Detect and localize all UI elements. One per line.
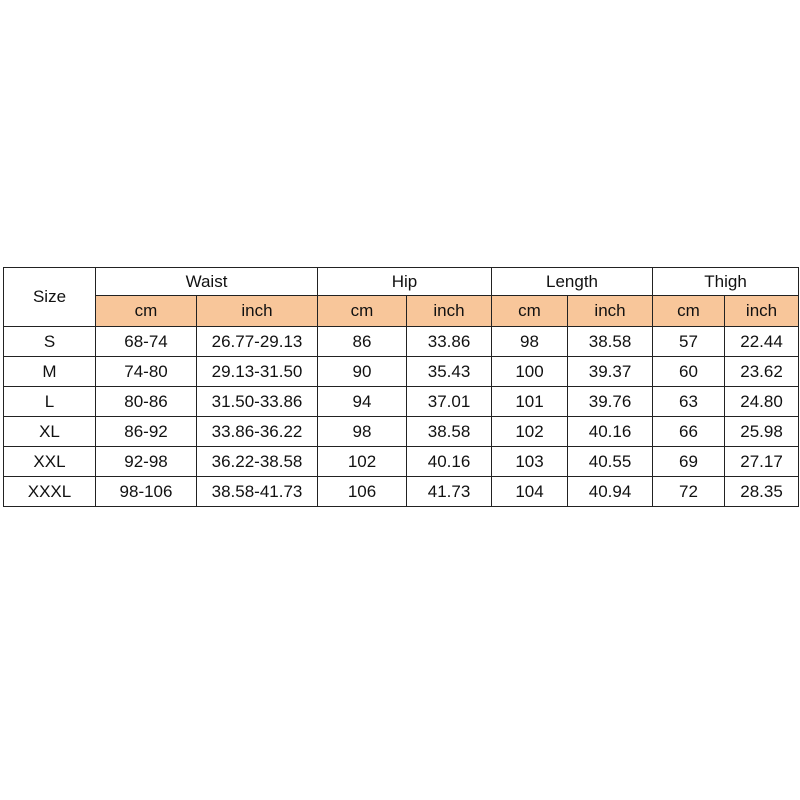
thigh-cm-cell: 63 <box>653 387 725 417</box>
hip-inch-cell: 33.86 <box>407 327 492 357</box>
unit-header-waist-cm: cm <box>96 296 197 327</box>
length-cm-cell: 103 <box>492 447 568 477</box>
length-cm-cell: 104 <box>492 477 568 507</box>
length-inch-cell: 39.76 <box>568 387 653 417</box>
length-cm-cell: 98 <box>492 327 568 357</box>
group-header-length: Length <box>492 268 653 296</box>
length-inch-cell: 39.37 <box>568 357 653 387</box>
hip-inch-cell: 37.01 <box>407 387 492 417</box>
waist-cm-cell: 98-106 <box>96 477 197 507</box>
thigh-cm-cell: 60 <box>653 357 725 387</box>
hip-inch-cell: 40.16 <box>407 447 492 477</box>
group-header-thigh: Thigh <box>653 268 799 296</box>
unit-header-thigh-cm: cm <box>653 296 725 327</box>
size-chart-table <box>3 267 799 507</box>
thigh-cm-cell: 57 <box>653 327 725 357</box>
unit-header-waist-inch: inch <box>197 296 318 327</box>
thigh-inch-cell: 24.80 <box>725 387 799 417</box>
length-inch-cell: 40.16 <box>568 417 653 447</box>
thigh-inch-cell: 22.44 <box>725 327 799 357</box>
unit-header-length-inch: inch <box>568 296 653 327</box>
size-cell: XXL <box>4 447 96 477</box>
waist-inch-cell: 36.22-38.58 <box>197 447 318 477</box>
group-header-row <box>4 268 799 296</box>
table-row <box>4 477 799 507</box>
group-header-hip: Hip <box>318 268 492 296</box>
waist-cm-cell: 92-98 <box>96 447 197 477</box>
thigh-inch-cell: 25.98 <box>725 417 799 447</box>
length-cm-cell: 102 <box>492 417 568 447</box>
hip-inch-cell: 41.73 <box>407 477 492 507</box>
waist-inch-cell: 29.13-31.50 <box>197 357 318 387</box>
size-cell: XL <box>4 417 96 447</box>
group-header-waist: Waist <box>96 268 318 296</box>
size-cell: XXXL <box>4 477 96 507</box>
table-row <box>4 417 799 447</box>
thigh-inch-cell: 23.62 <box>725 357 799 387</box>
unit-header-thigh-inch: inch <box>725 296 799 327</box>
waist-inch-cell: 38.58-41.73 <box>197 477 318 507</box>
length-cm-cell: 100 <box>492 357 568 387</box>
thigh-cm-cell: 66 <box>653 417 725 447</box>
table-row <box>4 447 799 477</box>
unit-header-hip-inch: inch <box>407 296 492 327</box>
thigh-inch-cell: 28.35 <box>725 477 799 507</box>
waist-cm-cell: 86-92 <box>96 417 197 447</box>
unit-header-row <box>4 296 799 327</box>
hip-cm-cell: 98 <box>318 417 407 447</box>
waist-inch-cell: 33.86-36.22 <box>197 417 318 447</box>
thigh-inch-cell: 27.17 <box>725 447 799 477</box>
waist-cm-cell: 68-74 <box>96 327 197 357</box>
size-header: Size <box>4 268 96 327</box>
length-inch-cell: 40.55 <box>568 447 653 477</box>
hip-cm-cell: 86 <box>318 327 407 357</box>
size-cell: L <box>4 387 96 417</box>
hip-cm-cell: 106 <box>318 477 407 507</box>
length-inch-cell: 40.94 <box>568 477 653 507</box>
thigh-cm-cell: 72 <box>653 477 725 507</box>
table-row <box>4 357 799 387</box>
waist-inch-cell: 26.77-29.13 <box>197 327 318 357</box>
unit-header-hip-cm: cm <box>318 296 407 327</box>
length-cm-cell: 101 <box>492 387 568 417</box>
size-cell: M <box>4 357 96 387</box>
table-row <box>4 387 799 417</box>
hip-cm-cell: 102 <box>318 447 407 477</box>
waist-cm-cell: 80-86 <box>96 387 197 417</box>
size-cell: S <box>4 327 96 357</box>
unit-header-length-cm: cm <box>492 296 568 327</box>
table-row <box>4 327 799 357</box>
thigh-cm-cell: 69 <box>653 447 725 477</box>
hip-inch-cell: 38.58 <box>407 417 492 447</box>
hip-cm-cell: 94 <box>318 387 407 417</box>
waist-cm-cell: 74-80 <box>96 357 197 387</box>
waist-inch-cell: 31.50-33.86 <box>197 387 318 417</box>
size-chart-body <box>4 327 799 507</box>
hip-inch-cell: 35.43 <box>407 357 492 387</box>
length-inch-cell: 38.58 <box>568 327 653 357</box>
hip-cm-cell: 90 <box>318 357 407 387</box>
